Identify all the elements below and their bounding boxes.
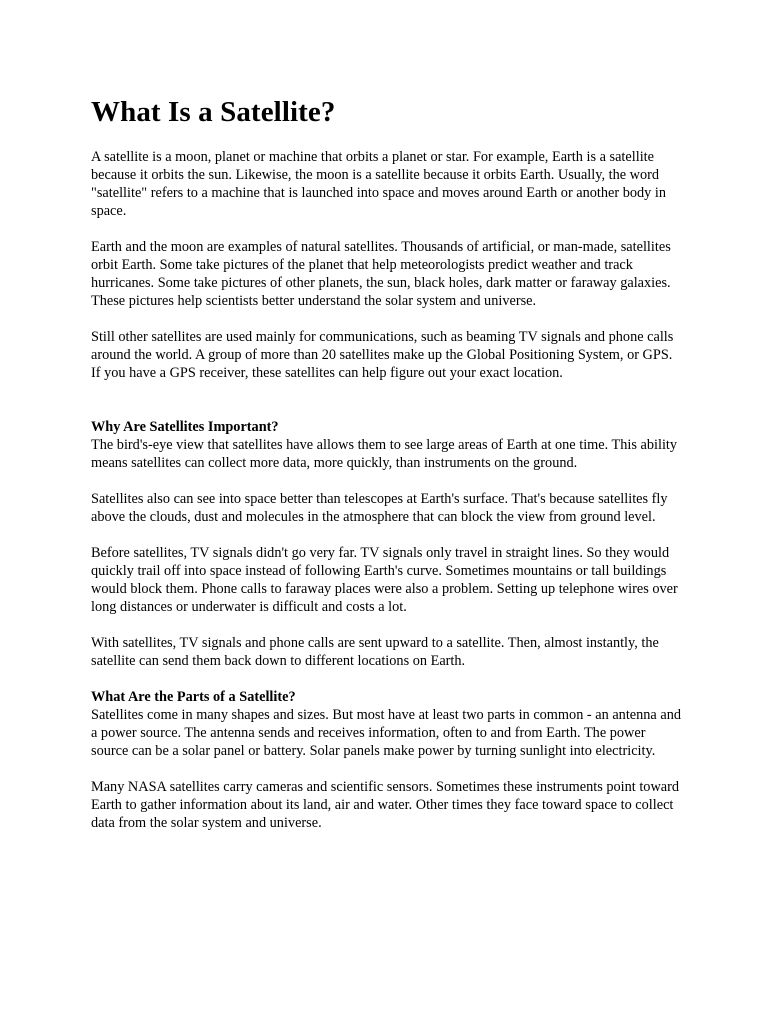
section-paragraph: Many NASA satellites carry cameras and scientific sensors. Sometimes these instruments point toward Earth to gather information about its land, air and water. Other times they face toward space to collect data from the solar system and universe.	[91, 779, 680, 831]
section-paragraph: Satellites come in many shapes and sizes. But most have at least two parts in common - an antenna and a power source. The antenna sends and receives information, often to and from Earth. The power source can be a solar panel or battery. Solar panels make power by turning sunlight into electricity.	[91, 707, 681, 759]
section-paragraph: Satellites also can see into space better than telescopes at Earth's surface. That's because satellites fly above the clouds, dust and molecules in the atmosphere that can block the view from ground level.	[91, 491, 668, 525]
section-parts	[91, 688, 681, 832]
section-paragraph: With satellites, TV signals and phone calls are sent upward to a satellite. Then, almost instantly, the satellite can send them back down to different locations on Earth.	[91, 635, 659, 669]
section-paragraph: The bird's-eye view that satellites have allows them to see large areas of Earth at one time. This ability means satellites can collect more data, more quickly, than instruments on the ground.	[91, 437, 678, 471]
section-heading: Why Are Satellites Important?	[91, 419, 279, 435]
section-paragraph: Before satellites, TV signals didn't go very far. TV signals only travel in straight lines. So they would quickly trail off into space instead of following Earth's curve. Sometimes mountains or tall buildings would block them. Phone calls to faraway places were also a problem. Setting up telephone wires over long distances or underwater is difficult and costs a lot.	[91, 545, 678, 615]
section-heading: What Are the Parts of a Satellite?	[91, 689, 296, 705]
document-page	[91, 95, 681, 850]
section-why-important	[91, 418, 681, 670]
intro-paragraph-1: A satellite is a moon, planet or machine that orbits a planet or star. For example, Earth is a satellite because it orbits the sun. Likewise, the moon is a satellite because it orbits Earth. Usually, the word "satellite" refers to a machine that is launched into space and moves around Earth or another body in space.	[91, 149, 667, 219]
intro-paragraph-3: Still other satellites are used mainly for communications, such as beaming TV signals and phone calls around the world. A group of more than 20 satellites make up the Global Positioning System, or GPS. If you have a GPS receiver, these satellites can help figure out your exact location.	[91, 329, 674, 381]
intro-paragraph-2: Earth and the moon are examples of natural satellites. Thousands of artificial, or man-made, satellites orbit Earth. Some take pictures of the planet that help meteorologists predict weather and track hurricanes. Some take pictures of other planets, the sun, black holes, dark matter or faraway galaxies. These pictures help scientists better understand the solar system and universe.	[91, 239, 671, 309]
page-title: What Is a Satellite?	[91, 96, 336, 128]
